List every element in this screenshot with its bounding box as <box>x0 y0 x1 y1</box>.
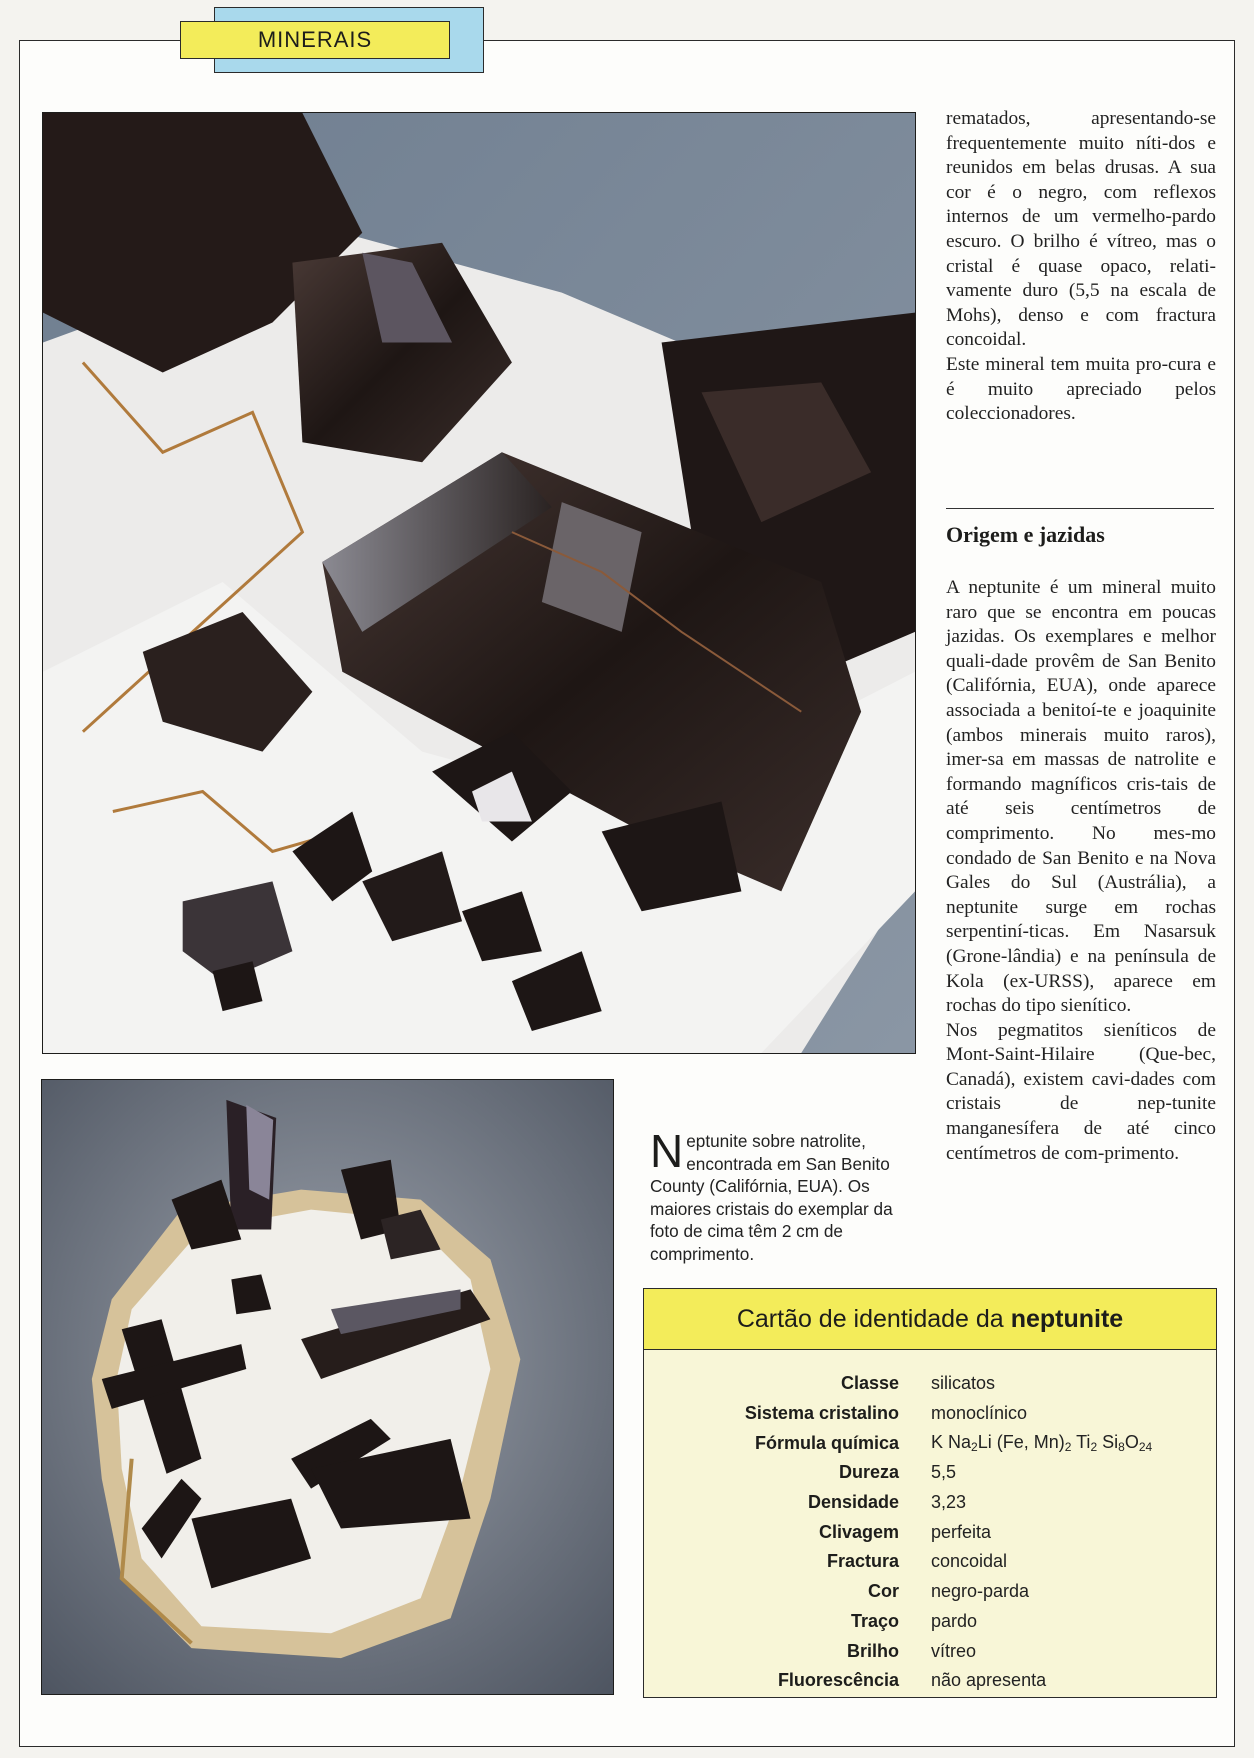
identity-value: perfeita <box>931 1521 992 1542</box>
identity-card <box>643 1288 1217 1698</box>
identity-value: negro-parda <box>931 1581 1030 1602</box>
identity-row <box>644 1458 1216 1488</box>
identity-value: concoidal <box>931 1551 1008 1572</box>
mineral-photo-closeup <box>42 112 916 1054</box>
identity-row <box>644 1517 1216 1547</box>
body-text-continuation <box>946 107 1216 427</box>
identity-label: Brilho <box>847 1640 899 1661</box>
identity-row <box>644 1577 1216 1607</box>
section-divider <box>946 508 1214 509</box>
body-paragraph: rematados, apresentando-se frequentemente muito níti-dos e reunidos em belas drusas. A sua cor é o negro, com reflexos internos de um vermelho-pardo escuro. O brilho é vítreo, mas o cristal é quase opaco, relati-vamente duro (5,5 na escala de Mohs), denso e com fractura concoidal. <box>946 108 1216 351</box>
identity-row <box>644 1369 1216 1399</box>
identity-row <box>644 1636 1216 1666</box>
identity-value: monoclínico <box>931 1403 1028 1424</box>
identity-label: Densidade <box>807 1492 899 1513</box>
identity-label: Fórmula química <box>754 1432 899 1453</box>
identity-label: Traço <box>850 1610 899 1631</box>
identity-row <box>644 1547 1216 1577</box>
identity-label: Dureza <box>838 1462 899 1483</box>
section-heading: Origem e jazidas <box>946 522 1105 547</box>
body-text-origin <box>946 576 1216 1166</box>
body-paragraph: Nos pegmatitos sieníticos de Mont-Saint-Hilaire (Que-bec, Canadá), existem cavi-dades com cristais de nep-tunite manganesífera de até cinco centímetros de com-primento. <box>946 1019 1216 1164</box>
identity-value: 3,23 <box>931 1492 967 1513</box>
identity-card-title-prefix: Cartão de identidade da <box>736 1304 1004 1333</box>
identity-label: Cor <box>868 1581 899 1602</box>
caption-text: eptunite sobre natrolite, encontrada em San Benito County (Califórnia, EUA). Os maiores cristais do exemplar da foto de cima têm 2 cm de comprimento. <box>650 1131 893 1264</box>
identity-value: pardo <box>931 1610 978 1631</box>
identity-row <box>644 1488 1216 1518</box>
identity-value: 5,5 <box>931 1462 957 1483</box>
identity-row <box>644 1666 1216 1696</box>
identity-card-title-mineral: neptunite <box>1010 1304 1124 1333</box>
section-tab: MINERAIS <box>180 21 450 59</box>
mineral-photo-specimen <box>41 1079 614 1695</box>
identity-row <box>644 1399 1216 1429</box>
identity-card-rows <box>644 1369 1216 1696</box>
photo-caption <box>650 1125 910 1266</box>
identity-label: Classe <box>840 1373 899 1394</box>
identity-value: não apresenta <box>931 1670 1047 1691</box>
identity-card-title <box>644 1289 1216 1350</box>
identity-row <box>644 1607 1216 1637</box>
identity-label: Clivagem <box>818 1521 899 1542</box>
caption-dropcap: N <box>650 1125 684 1177</box>
body-paragraph: Este mineral tem muita pro-cura e é muito apreciado pelos coleccionadores. <box>946 353 1216 425</box>
identity-row <box>644 1428 1216 1458</box>
identity-label: Sistema cristalino <box>744 1403 899 1424</box>
identity-value: silicatos <box>931 1373 996 1394</box>
body-paragraph: A neptunite é um mineral muito raro que se encontra em poucas jazidas. Os exemplares e melhor quali-dade provêm de San Benito (Califórnia, EUA), onde aparece associada a benitoí-te e joaquinite (ambos minerais muito raros), imer-sa em massas de natrolite e formando magníficos cris-tais de até seis centímetros de comprimento. No mes-mo condado de San Benito e na Nova Gales do Sul (Austrália), a neptunite surge em rochas serpentiní-ticas. Em Nasarsuk (Grone-lândia) e na península de Kola (ex-URSS), aparece em rochas do tipo sienítico. <box>946 577 1216 1017</box>
identity-label: Fractura <box>826 1551 899 1572</box>
identity-value-formula: K $Na_2Li$ (Fe, $Mn)_2$ $Ti_2$ $Si_8O_{24}$ <box>931 1432 1153 1455</box>
identity-label: Fluorescência <box>777 1670 899 1691</box>
identity-value: vítreo <box>931 1640 977 1661</box>
